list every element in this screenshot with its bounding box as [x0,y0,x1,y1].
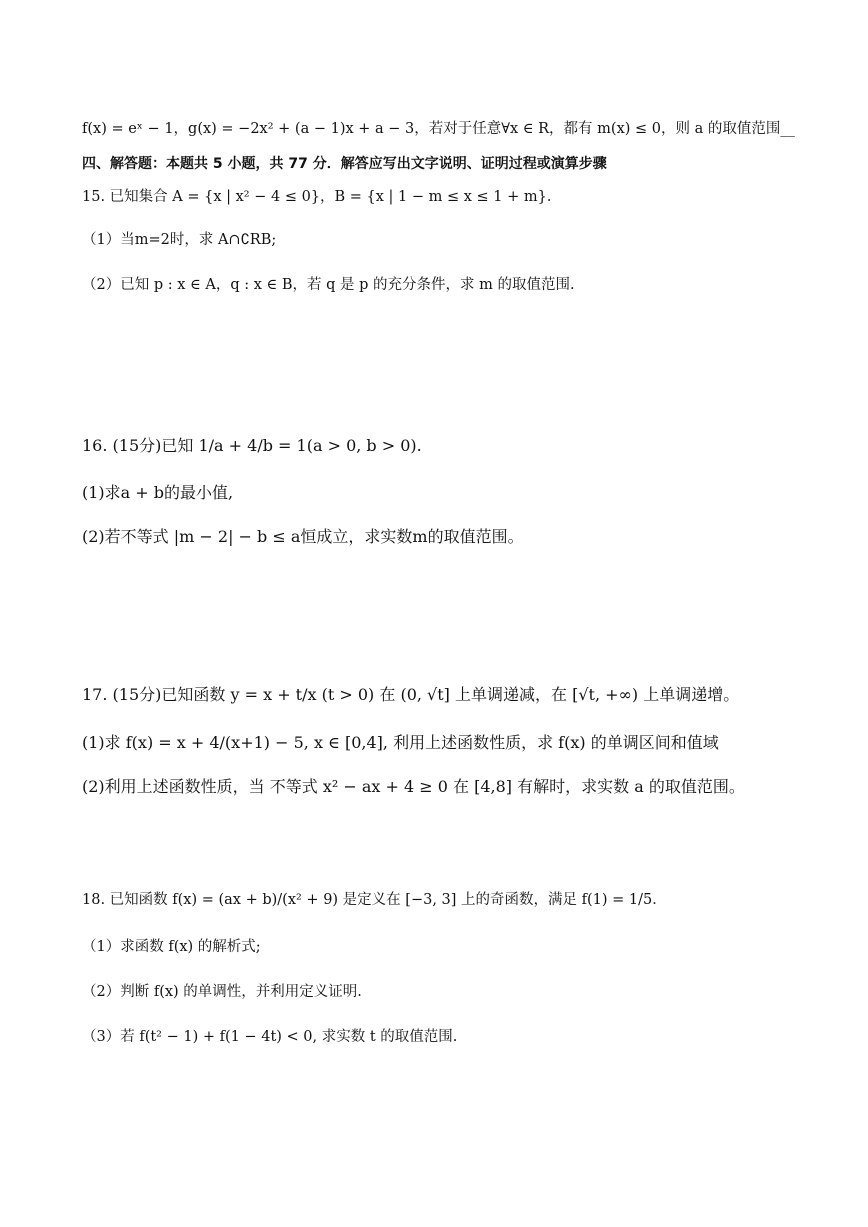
problem-15-part-1: （1）当m=2时，求 A∩∁RB; [82,232,277,248]
problem-15-part-2: （2）已知 p : x ∈ A，q : x ∈ B，若 q 是 p 的充分条件，求 m 的取值范围. [82,277,575,293]
problem-16-stem: 16. (15分)已知 1/a + 4/b = 1(a > 0, b > 0). [82,436,422,455]
problem-16-part-1: (1)求a + b的最小值, [82,483,234,502]
section-heading: 四、解答题：本题共 5 小题，共 77 分．解答应写出文字说明、证明过程或演算步骤 [82,156,607,172]
problem-18-part-1: （1）求函数 f(x) 的解析式; [82,939,261,955]
problem-17-stem: 17. (15分)已知函数 y = x + t/x (t > 0) 在 (0, √t] 上单调递减，在 [√t, +∞) 上单调递增。 [82,685,740,704]
problem-18-part-3: （3）若 f(t² − 1) + f(1 − 4t) < 0, 求实数 t 的取值范围. [82,1029,458,1045]
problem-17-part-1: (1)求 f(x) = x + 4/(x+1) − 5, x ∈ [0,4], 利用上述函数性质，求 f(x) 的单调区间和值域 [82,733,719,752]
problem-14-text: f(x) = eˣ − 1，g(x) = −2x² + (a − 1)x + a − 3，若对于任意∀x ∈ R，都有 m(x) ≤ 0，则 a 的取值范围__ [82,121,795,137]
problem-17-part-2: (2)利用上述函数性质，当 不等式 x² − ax + 4 ≥ 0 在 [4,8] 有解时，求实数 a 的取值范围。 [82,777,745,796]
problem-15-stem: 15. 已知集合 A = {x | x² − 4 ≤ 0}，B = {x | 1 − m ≤ x ≤ 1 + m}． [82,189,562,205]
problem-16-part-2: (2)若不等式 |m − 2| − b ≤ a恒成立，求实数m的取值范围。 [82,527,524,546]
problem-18-stem: 18. 已知函数 f(x) = (ax + b)/(x² + 9) 是定义在 [−3, 3] 上的奇函数，满足 f(1) = 1/5． [82,892,667,908]
problem-18-part-2: （2）判断 f(x) 的单调性，并利用定义证明. [82,984,362,1000]
